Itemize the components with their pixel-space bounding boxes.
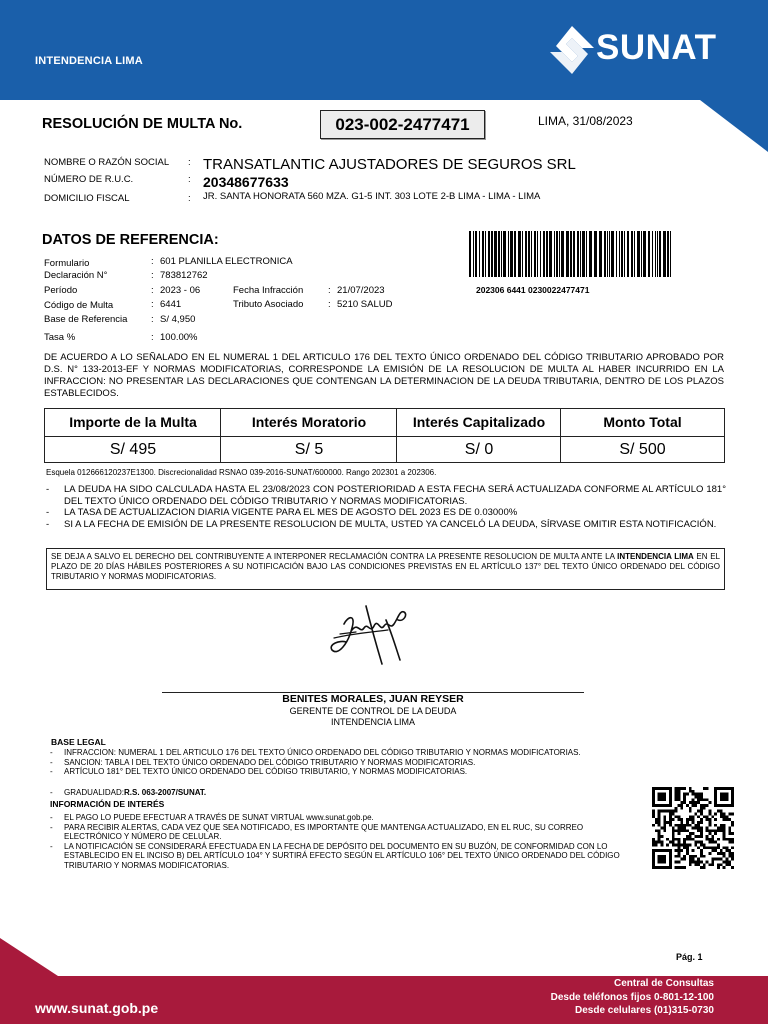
- brand-name: SUNAT: [596, 28, 717, 67]
- list-item-text: EL PAGO LO PUEDE EFECTUAR A TRAVÉS DE SUNAT VIRTUAL www.sunat.gob.pe.: [64, 813, 374, 822]
- bullet-dash: -: [50, 748, 53, 757]
- bullet-dash: -: [50, 788, 53, 797]
- bullet-dash: -: [50, 767, 53, 777]
- base-referencia-label: Base de Referencia: [44, 314, 128, 325]
- contact-title: Central de Consultas: [613, 978, 714, 989]
- bullet-dash: -: [46, 518, 50, 530]
- declaracion-value: 783812762: [160, 270, 208, 281]
- fecha-infraccion-label: Fecha Infracción: [233, 285, 304, 296]
- codigo-multa-value: 6441: [160, 299, 182, 310]
- declaracion-label: Declaración N°: [44, 270, 108, 281]
- list-item: [50, 842, 626, 871]
- name-label: NOMBRE O RAZÓN SOCIAL: [44, 157, 170, 168]
- address-label: DOMICILIO FISCAL: [44, 193, 130, 204]
- list-item: [50, 767, 730, 777]
- colon: :: [328, 299, 331, 310]
- formulario-value: 601 PLANILLA ELECTRONICA: [160, 256, 293, 267]
- taxpayer-address: JR. SANTA HONORATA 560 MZA. G1-5 INT. 303 LOTE 2-B LIMA - LIMA - LIMA: [203, 191, 541, 202]
- colon: :: [151, 299, 154, 310]
- table-header: Interés Capitalizado: [412, 414, 546, 430]
- contact-landline: Desde teléfonos fijos 0-801-12-100: [550, 991, 714, 1003]
- sunat-emblem-icon: [548, 24, 596, 76]
- signer-office: INTENDENCIA LIMA: [330, 717, 415, 727]
- interest-info-title: INFORMACIÓN DE INTERÉS: [50, 799, 165, 809]
- interest-info-list: [50, 813, 626, 871]
- list-item: [50, 788, 206, 798]
- tributo-label: Tributo Asociado: [233, 299, 304, 310]
- colon: :: [188, 157, 191, 168]
- appeal-notice: [46, 548, 725, 590]
- bullet-dash: -: [50, 813, 53, 822]
- list-item-text: ARTÍCULO 181° DEL TEXTO ÚNICO ORDENADO DEL CÓDIGO TRIBUTARIO, Y NORMAS MODIFICATORIAS.: [64, 767, 468, 777]
- bullet-dash: -: [50, 822, 53, 832]
- tasa-value: 100.00%: [160, 332, 198, 343]
- bullet-dash: -: [50, 841, 53, 851]
- colon: :: [151, 285, 154, 296]
- contact-mobile: Desde celulares (01)315-0730: [575, 1005, 714, 1016]
- header-corner-decoration: [700, 100, 768, 152]
- qr-code: [650, 787, 736, 869]
- gradualidad-value: R.S. 063-2007/SUNAT.: [124, 788, 207, 797]
- bullet-dash: -: [50, 757, 53, 767]
- list-item-text: LA DEUDA HA SIDO CALCULADA HASTA EL 23/08/2023 CON POSTERIORIDAD A ESTA FECHA SERÁ ACTUALIZADA CONFORME AL ARTÍCULO 181° DEL TEXTO ÚNICO ORDENADO DEL CÓDIGO TRIBUTARIO Y NORMAS MODIFICATORIAS.: [64, 484, 726, 507]
- list-item: [46, 507, 726, 519]
- website-link[interactable]: www.sunat.gob.pe: [35, 1000, 159, 1016]
- footer-corner-decoration: [0, 938, 58, 976]
- base-legal-list: [50, 748, 730, 777]
- table-cell: S/ 495: [109, 441, 157, 458]
- signer-role: GERENTE DE CONTROL DE LA DEUDA: [289, 706, 457, 716]
- list-item: [46, 484, 726, 507]
- list-item: [50, 813, 626, 823]
- colon: :: [151, 256, 154, 267]
- table-header: Interés Moratorio: [251, 414, 367, 430]
- list-item-text: PARA RECIBIR ALERTAS, CADA VEZ QUE SEA NOTIFICADO, ES IMPORTANTE QUE MANTENGA ACTUALIZADO, EN EL RUC, SU CORREO ELECTRÓNICO Y NÚMERO DE CELULAR.: [64, 822, 584, 842]
- legal-paragraph: DE ACUERDO A LO SEÑALADO EN EL NUMERAL 1 DEL ARTICULO 176 DEL TEXTO ÚNICO ORDENADO DEL CÓDIGO TRIBUTARIO APROBADO POR D.S. N° 133-2013-EF Y NORMAS MODIFICATORIAS, CORRESPONDE LA EMISIÓN DE LA RESOLUCION DE MULTA AL HABER INCURRIDO EN LA INFRACCION: NO PRESENTAR LAS DECLARACIONES QUE CONTENGAN LA DETERMINACION DE LA DEUDA TRIBUTARIA, DENTRO DE LOS PLAZOS ESTABLECIDOS.: [44, 352, 724, 399]
- periodo-label: Período: [44, 285, 78, 296]
- base-referencia-value: S/ 4,950: [160, 314, 196, 325]
- colon: :: [151, 332, 154, 343]
- list-item: [46, 519, 726, 531]
- signer-block: [162, 693, 584, 728]
- list-item: [50, 748, 730, 758]
- list-item-text: LA NOTIFICACIÓN SE CONSIDERARÁ EFECTUADA EN LA FECHA DE DEPÓSITO DEL DOCUMENTO EN SU BUZÓN, DE CONFORMIDAD CON LO ESTABLECIDO EN EL INCISO B) DEL ARTÍCULO 104° Y SURTIRÁ EFECTO SEGÚN EL ARTÍCULO 106° DEL TEXTO ÚNICO ORDENADO DEL CÓDIGO TRIBUTARIO Y NORMAS MODIFICATORIAS.: [64, 841, 620, 870]
- sunat-logo: [548, 24, 738, 76]
- colon: :: [188, 174, 191, 185]
- table-cell: S/ 500: [619, 441, 666, 458]
- esquela-note: Esquela 012666120237E1300. Discrecionalidad RSNAO 039-2016-SUNAT/600000. Rango 202301 a 202306.: [46, 468, 437, 477]
- codigo-multa-label: Código de Multa: [44, 300, 114, 311]
- table-cell: S/ 0: [464, 441, 494, 458]
- colon: :: [151, 270, 154, 281]
- bullet-dash: -: [46, 484, 50, 495]
- fecha-infraccion-value: 21/07/2023: [337, 285, 385, 296]
- notice-text: EN EL PLAZO DE 20 DÍAS HÁBILES POSTERIORES A SU NOTIFICACIÓN BAJO LAS CONDICIONES PREVISTAS EN EL ARTÍCULO 137° DEL TEXTO ÚNICO ORDENADO DEL CÓDIGO TRIBUTARIO Y NORMAS MODIFICATORIAS.: [51, 552, 720, 581]
- list-item-text: LA TASA DE ACTUALIZACION DIARIA VIGENTE PARA EL MES DE AGOSTO DEL 2023 ES DE 0.03000%: [64, 507, 518, 518]
- list-item: [50, 823, 626, 842]
- formulario-label: Formulario: [44, 258, 90, 269]
- notes-list: [46, 484, 726, 530]
- signer-name: BENITES MORALES, JUAN REYSER: [282, 693, 464, 705]
- list-item-text: SI A LA FECHA DE EMISIÓN DE LA PRESENTE RESOLUCION DE MULTA, USTED YA CANCELÓ LA DEUDA, SÍRVASE OMITIR ESTA NOTIFICACIÓN.: [64, 518, 717, 530]
- list-item-text: INFRACCION: NUMERAL 1 DEL ARTICULO 176 DEL TEXTO ÚNICO ORDENADO DEL CÓDIGO TRIBUTARIO Y NORMAS MODIFICATORIAS.: [64, 748, 581, 757]
- resolution-date: LIMA, 31/08/2023: [538, 114, 633, 128]
- handwritten-signature: [326, 604, 416, 666]
- barcode-number: 202306 6441 0230022477471: [476, 285, 590, 295]
- list-item: [50, 758, 730, 768]
- amounts-table: [44, 408, 725, 463]
- list-item-text: SANCION: TABLA I DEL TEXTO ÚNICO ORDENADO DEL CÓDIGO TRIBUTARIO Y NORMAS MODIFICATORIAS.: [64, 757, 476, 767]
- tributo-value: 5210 SALUD: [337, 299, 393, 310]
- taxpayer-name: TRANSATLANTIC AJUSTADORES DE SEGUROS SRL: [203, 156, 576, 173]
- base-legal-title: BASE LEGAL: [51, 737, 106, 747]
- notice-bold-office: INTENDENCIA LIMA: [617, 552, 694, 561]
- gradualidad-label: GRADUALIDAD:: [64, 788, 125, 797]
- colon: :: [151, 314, 154, 325]
- periodo-value: 2023 - 06: [160, 285, 201, 296]
- colon: :: [328, 285, 331, 296]
- table-header: Importe de la Multa: [69, 414, 197, 430]
- taxpayer-ruc: 20348677633: [203, 174, 289, 190]
- reference-title: DATOS DE REFERENCIA:: [42, 232, 219, 248]
- resolution-number: 023-002-2477471: [320, 110, 485, 139]
- table-header: Monto Total: [603, 414, 682, 430]
- office-name: INTENDENCIA LIMA: [35, 55, 143, 67]
- bullet-dash: -: [46, 507, 50, 518]
- header-bar: [0, 0, 768, 100]
- colon: :: [188, 193, 191, 204]
- page-number: Pág. 1: [676, 952, 703, 962]
- ruc-label: NÚMERO DE R.U.C.: [44, 174, 134, 185]
- resolution-title: RESOLUCIÓN DE MULTA No.: [42, 116, 243, 132]
- table-cell: S/ 5: [294, 441, 324, 458]
- gradualidad-line: [50, 788, 206, 798]
- notice-text: SE DEJA A SALVO EL DERECHO DEL CONTRIBUYENTE A INTERPONER RECLAMACIÓN CONTRA LA PRESENTE RESOLUCION DE MULTA ANTE LA: [51, 552, 618, 561]
- contact-info: [551, 977, 714, 1018]
- tasa-label: Tasa %: [44, 332, 76, 343]
- barcode: [469, 231, 672, 277]
